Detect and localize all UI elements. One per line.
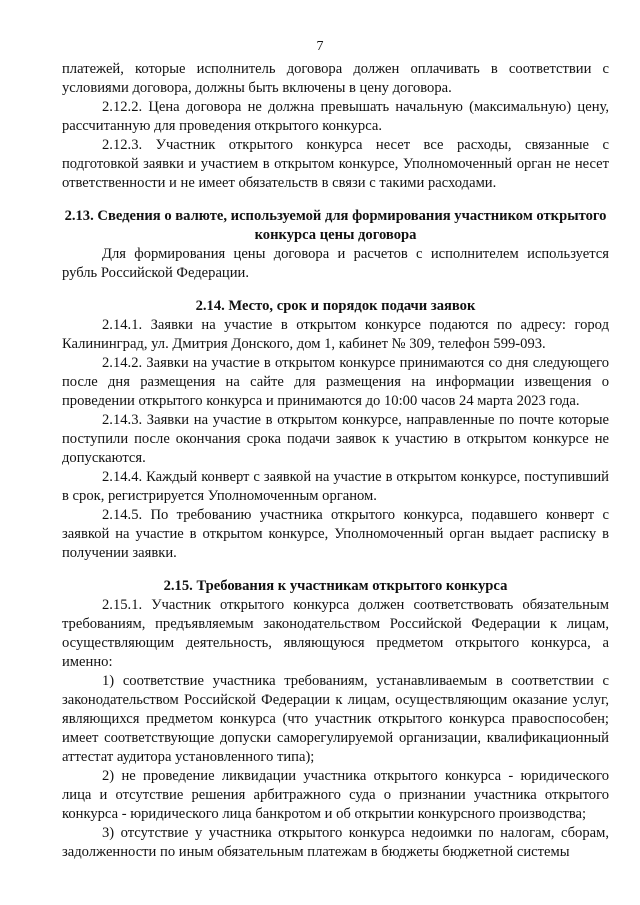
paragraph-2-12-2: 2.12.2. Цена договора не должна превышать начальную (максимальную) цену, рассчитанную для проведения открытого конкурса. (62, 99, 609, 134)
paragraph-2-12-3: 2.12.3. Участник открытого конкурса несет все расходы, связанные с подготовкой заявки и участием в открытом конкурсе, Уполномоченный орган не несет ответственности и не имеет обязательств в связи с такими расходами. (62, 137, 609, 191)
paragraph-2-14-5: 2.14.5. По требованию участника открытого конкурса, подавшего конверт с заявкой на участие в открытом конкурсе, Уполномоченный орган выдает расписку в получении заявки. (62, 507, 609, 561)
paragraph-2-14-2: 2.14.2. Заявки на участие в открытом конкурсе принимаются со дня следующего после дня размещения на сайте для размещения на информации извещения о проведении открытого конкурса и принимаются до 10:00 часов 24 марта 2023 года. (62, 355, 609, 409)
paragraph-continuation: платежей, которые исполнитель договора должен оплачивать в соответствии с условиями договора, должны быть включены в цену договора. (62, 61, 609, 96)
paragraph-2-14-3: 2.14.3. Заявки на участие в открытом конкурсе, направленные по почте которые поступили после окончания срока подачи заявок к участию в открытом конкурсе не допускаются. (62, 412, 609, 466)
section-title-2-15: 2.15. Требования к участникам открытого конкурса (163, 578, 508, 594)
paragraph-2-15-1: 2.15.1. Участник открытого конкурса должен соответствовать обязательным требованиям, предъявляемым законодательством Российской Федерации к лицам, осуществляющим деятельность, являющуюся предметом открытого конкурса, а именно: (62, 597, 609, 670)
requirement-item-2: 2) не проведение ликвидации участника открытого конкурса - юридического лица и отсутствие решения арбитражного суда о признании участника открытого конкурса - юридического лица банкротом и об открытии конкурсного производства; (62, 768, 609, 822)
section-title-2-14: 2.14. Место, срок и порядок подачи заявок (195, 298, 476, 314)
page-number: 7 (316, 39, 324, 54)
section-text-2-13: Для формирования цены договора и расчетов с исполнителем используется рубль Российской Федерации. (62, 246, 609, 281)
requirement-item-3: 3) отсутствие у участника открытого конкурса недоимки по налогам, сборам, задолженности по иным обязательным платежам в бюджеты бюджетной системы (62, 825, 609, 860)
document-body (62, 60, 609, 862)
paragraph-2-14-4: 2.14.4. Каждый конверт с заявкой на участие в открытом конкурсе, поступивший в срок, регистрируется Уполномоченным органом. (62, 469, 609, 504)
section-title-2-13: 2.13. Сведения о валюте, используемой для формирования участником открытого конкурса цены договора (64, 208, 607, 243)
requirement-item-1: 1) соответствие участника требованиям, устанавливаемым в соответствии с законодательством Российской Федерации к лицам, осуществляющим оказание услуг, являющихся предметом конкурса (что участник открытого конкурса правоспособен; имеет соответствующие допуски саморегулируемой организации, квалификационный аттестат аудитора установленного типа); (62, 673, 609, 765)
paragraph-2-14-1: 2.14.1. Заявки на участие в открытом конкурсе подаются по адресу: город Калининград, ул. Дмитрия Донского, дом 1, кабинет № 309, телефон 599-093. (62, 317, 609, 352)
